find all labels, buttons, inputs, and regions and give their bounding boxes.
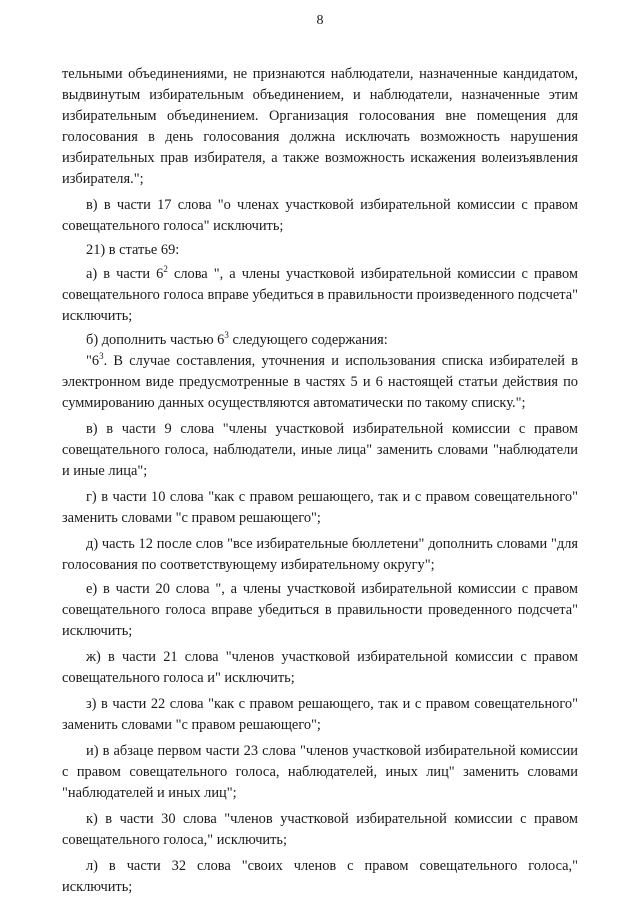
superscript: 3 [99,351,104,362]
paragraph-amendment-d: д) часть 12 после слов "все избирательные бюллетени" дополнить словами "для голосования по соответствующему избирательному округу"; [62,536,578,573]
paragraph-item-21: 21) в статье 69: [86,242,180,258]
text-fragment: б) дополнить частью 6 [86,332,225,348]
paragraph-amendment-l: л) в части 32 слова "своих членов с правом совещательного голоса," исключить; [62,858,578,895]
text-fragment: . В случае составления, уточнения и использования списка избирателей в электронном виде предусмотренные в частях 5 и 6 настоящей статьи действия по суммированию данных осуществляются автоматически по такому списку."; [62,353,578,411]
paragraph-amendment-k: к) в части 30 слова "членов участковой избирательной комиссии с правом совещательного голоса," исключить; [62,811,578,848]
paragraph-amendment-a [62,264,578,327]
paragraph-amendment-b [62,330,578,351]
text-fragment: а) в части 6 [86,266,164,282]
page-number: 8 [316,13,324,28]
text-fragment: следующего содержания: [228,332,388,348]
document-body [62,64,578,898]
paragraph-amendment-z: з) в части 22 слова "как с правом решающего, так и с правом совещательного" заменить словами "с правом решающего"; [62,696,578,733]
paragraph-amendment-v-part-17: в) в части 17 слова "о членах участковой избирательной комиссии с правом совещательного голоса" исключить; [62,197,578,234]
superscript: 3 [224,330,229,341]
superscript: 2 [163,264,168,275]
paragraph-amendment-zh: ж) в части 21 слова "членов участковой избирательной комиссии с правом совещательного голоса и" исключить; [62,649,578,686]
paragraph-amendment-g: г) в части 10 слова "как с правом решающего, так и с правом совещательного" заменить словами "с правом решающего"; [62,489,578,526]
paragraph-amendment-v-part-9: в) в части 9 слова "члены участковой избирательной комиссии с правом совещательного голоса, наблюдатели, иные лица" заменить словами "наблюдатели и иные лица"; [62,421,578,479]
text-fragment: "6 [86,353,100,369]
paragraph-amendment-e: е) в части 20 слова ", а члены участковой избирательной комиссии с правом совещательного голоса вправе убедиться в правильности проведенного подсчета" исключить; [62,581,578,639]
paragraph-continuation: тельными объединениями, не признаются наблюдатели, назначенные кандидатом, выдвинутым избирательным объединением, и наблюдатели, назначенные этим избирательным объединением. Организация голосования вне помещения для голосования в день голосования должна исключать возможность нарушения избирательных прав избирателя, а также возможность искажения волеизъявления избирателя."; [62,66,578,187]
paragraph-amendment-i: и) в абзаце первом части 23 слова "членов участковой избирательной комиссии с правом совещательного голоса, наблюдателей, иных лиц" заменить словами "наблюдателей и иных лиц"; [62,743,578,801]
paragraph-new-part-6-3 [62,351,578,414]
text-fragment: слова ", а члены участковой избирательной комиссии с правом совещательного голоса вправе убедиться в правильности произведенного подсчета" исключить; [62,266,578,324]
